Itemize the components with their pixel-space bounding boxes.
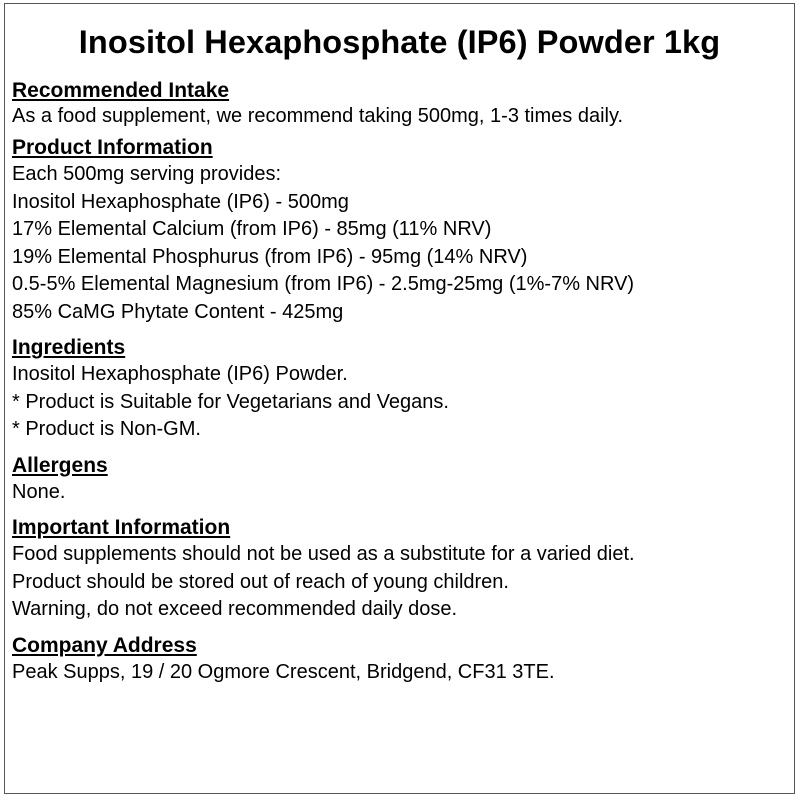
product-title: Inositol Hexaphosphate (IP6) Powder 1kg <box>78 24 721 60</box>
section-heading: Important Information <box>12 516 231 539</box>
section-allergens <box>12 454 790 507</box>
text-line: Inositol Hexaphosphate (IP6) - 500mg <box>12 190 349 213</box>
text-line: * Product is Non-GM. <box>12 418 201 440</box>
section-heading: Allergens <box>12 453 108 477</box>
text-line: Inositol Hexaphosphate (IP6) Powder. <box>12 363 348 385</box>
text-line: Product should be stored out of reach of young children. <box>12 570 509 593</box>
text-line: None. <box>12 480 66 503</box>
section-product-information <box>12 136 790 326</box>
section-heading: Product Information <box>12 136 213 159</box>
section-company-address <box>12 634 790 687</box>
text-line: 0.5-5% Elemental Magnesium (from IP6) - 2.5mg-25mg (1%-7% NRV) <box>12 273 635 295</box>
section-recommended-intake <box>12 79 790 128</box>
text-line: As a food supplement, we recommend taking 500mg, 1-3 times daily. <box>12 105 624 127</box>
text-line: * Product is Suitable for Vegetarians and Vegans. <box>12 390 449 413</box>
section-ingredients <box>12 336 790 444</box>
text-line: 17% Elemental Calcium (from IP6) - 85mg (11% NRV) <box>12 218 492 240</box>
product-label <box>4 3 795 794</box>
text-line: Peak Supps, 19 / 20 Ogmore Crescent, Bridgend, CF31 3TE. <box>12 660 555 683</box>
text-line: 19% Elemental Phosphurus (from IP6) - 95mg (14% NRV) <box>12 245 528 268</box>
text-line: Food supplements should not be used as a substitute for a varied diet. <box>12 543 635 565</box>
section-heading: Recommended Intake <box>12 79 230 102</box>
text-line: Warning, do not exceed recommended daily dose. <box>12 598 458 620</box>
section-important-information <box>12 516 790 624</box>
section-heading: Company Address <box>12 633 197 657</box>
section-heading: Ingredients <box>12 336 126 359</box>
text-line: Each 500mg serving provides: <box>12 163 282 185</box>
text-line: 85% CaMG Phytate Content - 425mg <box>12 300 344 323</box>
